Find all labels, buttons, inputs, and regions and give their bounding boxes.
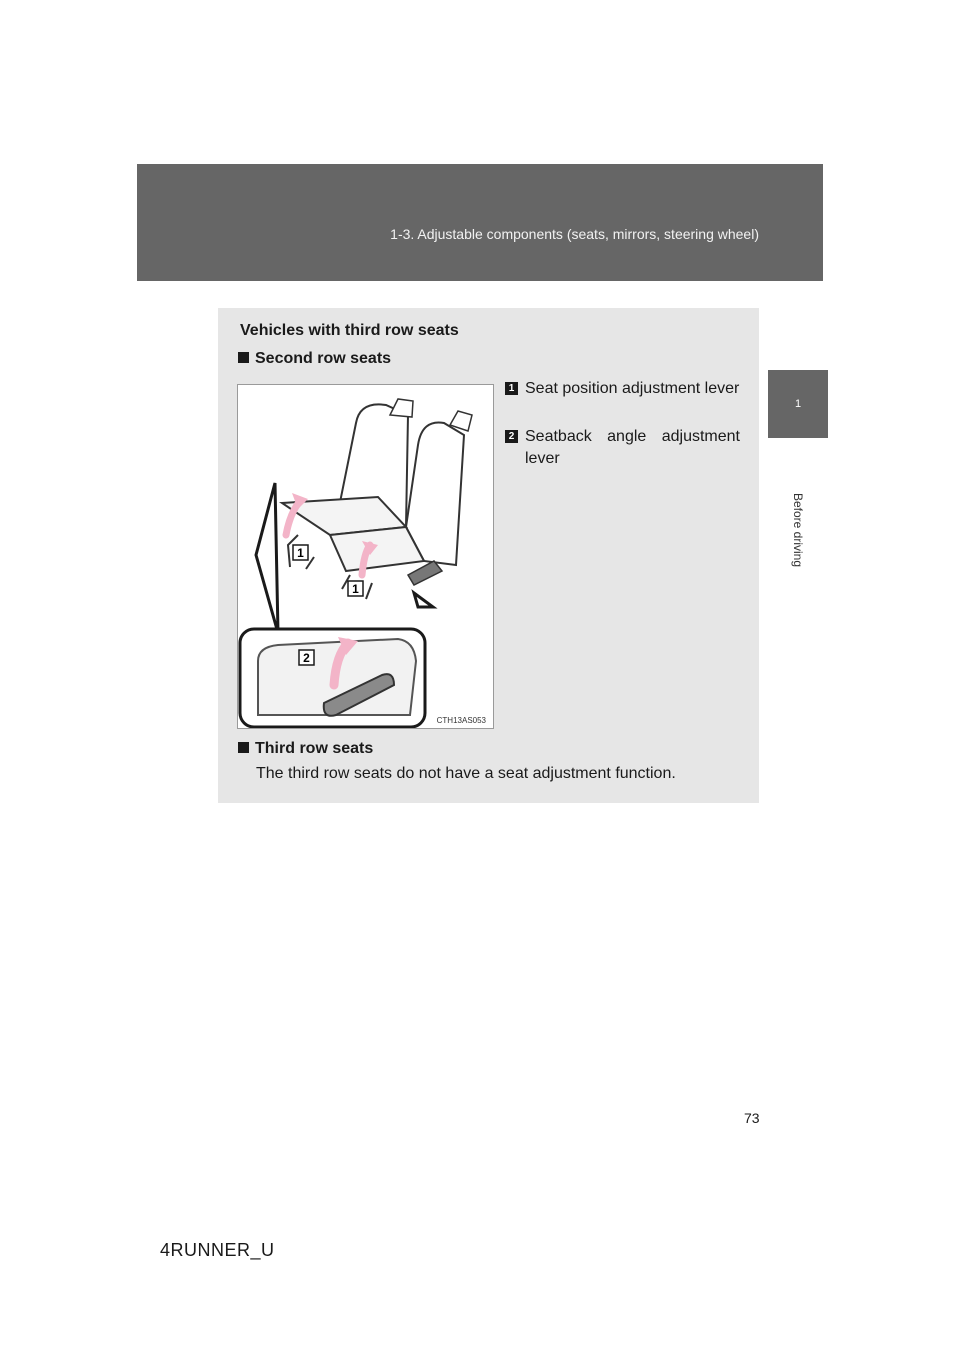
square-bullet-icon xyxy=(238,352,249,363)
legend-text: Seatback angle adjustment lever xyxy=(525,428,740,467)
callout-label: 2 xyxy=(303,651,310,665)
zoom-connector-tip xyxy=(414,593,433,607)
third-row-heading xyxy=(238,740,373,758)
chapter-tab xyxy=(768,370,828,438)
figure-code: CTH13AS053 xyxy=(436,716,486,725)
square-bullet-icon xyxy=(238,742,249,753)
second-row-heading xyxy=(238,350,391,368)
chapter-label: Before driving xyxy=(791,492,805,568)
page-number: 73 xyxy=(744,1110,760,1126)
side-lever xyxy=(408,561,442,585)
seat-illustration xyxy=(237,384,494,729)
model-code: 4RUNNER_U xyxy=(160,1240,275,1260)
second-row-title: Second row seats xyxy=(255,350,392,367)
chapter-number: 1 xyxy=(794,398,802,410)
number-badge: 1 xyxy=(505,382,518,395)
number-badge: 2 xyxy=(505,430,518,443)
legend-item xyxy=(505,378,740,400)
third-row-title: Third row seats xyxy=(255,740,374,757)
section-title: 1-3. Adjustable components (seats, mirrors, steering wheel) xyxy=(390,226,759,242)
callout-label: 1 xyxy=(352,582,359,596)
headrest xyxy=(390,399,413,417)
header-band xyxy=(137,164,823,281)
zoom-connector xyxy=(256,483,278,633)
legend-text: Seat position adjustment lever xyxy=(525,380,740,397)
section-heading: Vehicles with third row seats xyxy=(240,322,459,339)
content-panel xyxy=(218,308,759,803)
seat-cushion-right xyxy=(330,527,424,571)
third-row-text: The third row seats do not have a seat adjustment function. xyxy=(256,765,676,782)
callout-label: 1 xyxy=(297,546,304,560)
seat-diagram xyxy=(238,385,493,728)
legend-item xyxy=(505,426,740,470)
